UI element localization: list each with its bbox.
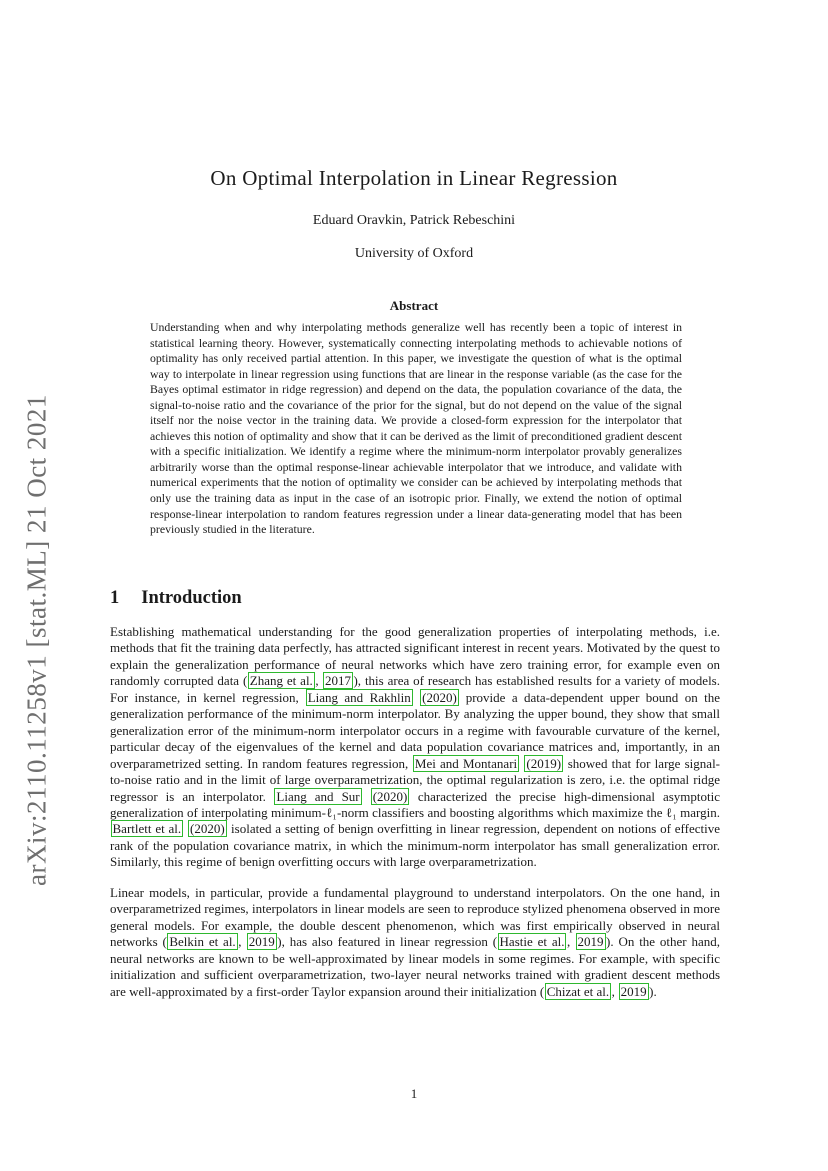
text-run: provide a data-dependent upper bound on the generalization performance of the minimum-norm interpolator. By analyzing the upper bound, they show that small generalization error of the minimum-norm interpolator occurs in a regime with favourable curvature of the kernel, particular decay of the eigenvalues of the kernel and data population covariance matrices and, importantly, in an overparametrized setting. In random features regression,: [110, 689, 720, 771]
abstract-heading: Abstract: [389, 298, 439, 313]
citation-link[interactable]: Chizat et al.: [546, 983, 610, 999]
citation-link[interactable]: Hastie et al.: [499, 934, 565, 950]
citation-link[interactable]: (2020): [422, 689, 457, 705]
paper-title: On Optimal Interpolation in Linear Regression: [210, 166, 618, 190]
citation-link[interactable]: Belkin et al.: [169, 934, 236, 950]
section-1-heading: [110, 588, 720, 609]
citation-link[interactable]: (2019): [526, 755, 562, 771]
text-run: showed that for large signal-to-noise ratio and in the limit of large overparametrization, the optimal regularization is zero, i.e. the optimal ridge regressor is an interpolator.: [110, 755, 721, 804]
text-run: characterized the precise high-dimensional asymptotic generalization of interpolating minimum-ℓ₁-norm classifiers and boosting algorithms which maximize the ℓ₁ margin.: [110, 788, 721, 820]
text-run: ), this area of research has established results for a variety of models. For instance, in kernel regression,: [110, 673, 720, 705]
text-run: isolated a setting of benign overfitting in linear regression, dependent on notions of effective rank of the population covariance matrix, in which the minimum-norm interpolator has small generalization error. Similarly, this regime of benign overfitting occurs with large overparametrization.: [110, 821, 720, 870]
text-run: ). On the other hand, neural networks are known to be well-approximated by linear models in some regimes. For example, with specific initialization and sufficient overparametrization, two-layer neural networks trained with gradient descent methods are well-approximated by a first-order Taylor expansion around their initialization (: [110, 934, 720, 999]
arxiv-watermark: arXiv:2110.11258v1 [stat.ML] 21 Oct 2021: [21, 394, 52, 886]
text-run: ,: [611, 983, 619, 999]
text-run: ,: [238, 934, 247, 950]
citation-link[interactable]: (2020): [372, 788, 408, 804]
paper-affiliation: University of Oxford: [354, 246, 474, 261]
citation-link[interactable]: Mei and Montanari: [414, 755, 518, 771]
text-run: ).: [649, 983, 657, 999]
citation-link[interactable]: 2019: [248, 934, 275, 950]
citation-link[interactable]: 2019: [577, 934, 604, 950]
paper-authors: Eduard Oravkin, Patrick Rebeschini: [312, 213, 516, 228]
section-title: Introduction: [141, 588, 242, 608]
text-run: [413, 690, 419, 705]
citation-link[interactable]: Zhang et al.: [249, 673, 313, 689]
text-run: Linear models, in particular, provide a fundamental playground to understand interpolators. On the one hand, in overparametrized regimes, interpolators in linear models are seen to reproduce stylized phenomena observed in more general models. For example, the double descent phenomenon, which was first empirically observed in neural networks (: [110, 884, 720, 950]
citation-link[interactable]: (2020): [190, 821, 225, 837]
text-run: ), has also featured in linear regression (: [277, 934, 498, 950]
text-run: ,: [315, 673, 323, 689]
citation-link[interactable]: Liang and Rakhlin: [307, 689, 411, 705]
paragraph: [110, 885, 720, 1000]
introduction-body: [110, 624, 720, 1014]
citation-link[interactable]: Liang and Sur: [276, 788, 360, 804]
section-number: 1: [110, 588, 120, 608]
abstract-text: Understanding when and why interpolating methods generalize well has recently been a topic of interest in statistical learning theory. However, systematically connecting interpolating methods to achievable notions of optimality has only received partial attention. In this paper, we investigate the question of what is the optimal way to interpolate in linear regression using functions that are linear in the response variable (as the case for the Bayes optimal estimator in ridge regression) and depend on the data, the population covariance of the data, the signal-to-noise ratio and the covariance of the prior for the signal, but do not depend on the value of the signal itself nor the noise vector in the training data. We provide a closed-form expression for the interpolator that achieves this notion of optimality and show that it can be derived as the limit of preconditioned gradient descent with a specific initialization. We identify a regime where the minimum-norm interpolator provably generalizes arbitrarily worse than the optimal response-linear achievable interpolator that we introduce, and validate with numerical experiments that the notion of optimality we consider can be achieved by interpolating methods that only use the training data as input in the case of an isotropic prior. Finally, we extend the notion of optimal response-linear interpolation to random features regression under a linear data-generating model that has been previously studied in the literature.: [150, 320, 682, 537]
text-run: Establishing mathematical understanding for the good generalization properties of interpolating methods, i.e. methods that fit the training data perfectly, has attracted significant interest in recent years. Motivated by the quest to explain the generalization performance of neural networks which have zero training error, for example even on randomly corrupted data (: [110, 624, 720, 689]
text-run: ,: [566, 934, 576, 950]
page-number: 1: [410, 1086, 418, 1101]
text-run: [184, 821, 188, 836]
paragraph: [110, 624, 720, 871]
citation-link[interactable]: 2017: [324, 673, 351, 689]
citation-link[interactable]: 2019: [620, 983, 647, 999]
text-run: [362, 789, 370, 804]
citation-link[interactable]: Bartlett et al.: [112, 821, 182, 837]
